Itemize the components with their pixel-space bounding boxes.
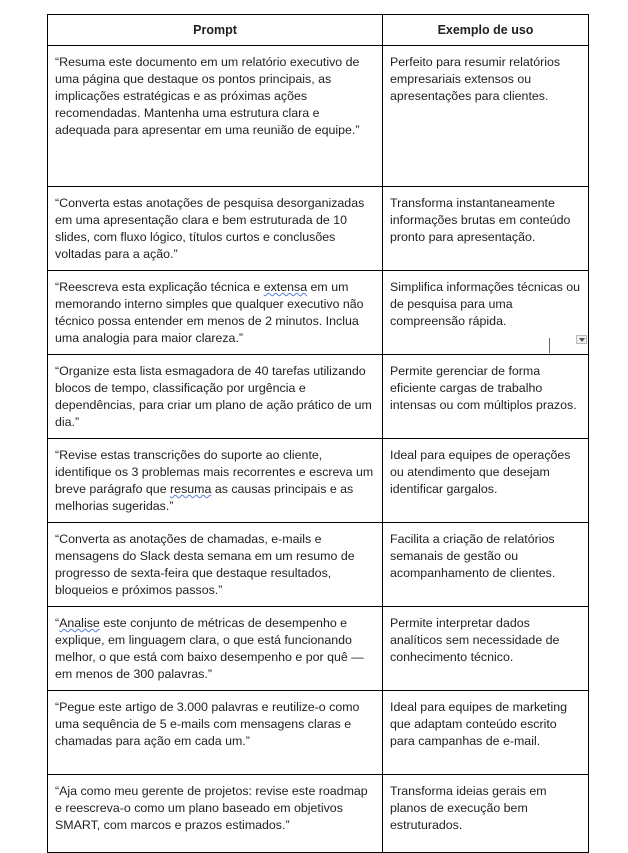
prompt-cell[interactable]: “Converta estas anotações de pesquisa desorganizadas em uma apresentação clara e bem estruturada de 10 slides, com fluxo lógico, títulos curtos e conclusões voltadas para a ação.” <box>48 187 383 271</box>
table-row <box>48 439 589 523</box>
table-row <box>48 775 589 853</box>
prompt-text: este conjunto de métricas de desempenho e explique, em linguagem clara, o que está funcionando melhor, o que está com baixo desempenho e por quê — em menos de 300 palavras.” <box>55 616 364 681</box>
table-row <box>48 355 589 439</box>
prompt-cell[interactable]: “Converta as anotações de chamadas, e-mails e mensagens do Slack desta semana em um resumo de progresso de sexta-feira que destaque resultados, bloqueios e próximos passos.” <box>48 523 383 607</box>
table-row <box>48 523 589 607</box>
prompt-text: as causas principais e as melhorias sugeridas.” <box>55 482 354 513</box>
use-cell[interactable]: Facilita a criação de relatórios semanais de gestão ou acompanhamento de clientes. <box>383 523 589 607</box>
table-row <box>48 691 589 775</box>
prompt-table <box>47 14 589 853</box>
use-cell[interactable]: Ideal para equipes de operações ou atendimento que desejam identificar gargalos. <box>383 439 589 523</box>
prompt-cell[interactable]: “Organize esta lista esmagadora de 40 tarefas utilizando blocos de tempo, classificação por urgência e dependências, para criar um plano de ação prático de um dia.” <box>48 355 383 439</box>
table-row <box>48 187 589 271</box>
prompt-cell[interactable] <box>48 607 383 691</box>
spellcheck-word[interactable]: resuma <box>170 482 212 496</box>
prompt-text: em um memorando interno simples que qualquer executivo não técnico possa entender em menos de 2 minutos. Inclua uma analogia para maior clareza.” <box>55 280 364 345</box>
table-row <box>48 46 589 187</box>
table-header-row <box>48 15 589 46</box>
cell-menu-dropdown-icon[interactable] <box>576 335 587 344</box>
header-prompt: Prompt <box>48 15 383 46</box>
use-cell[interactable]: Transforma instantaneamente informações brutas em conteúdo pronto para apresentação. <box>383 187 589 271</box>
prompt-text: “Revise estas transcrições do suporte ao cliente, identifique os 3 problemas mais recorrentes e escreva um breve parágrafo que <box>55 448 374 496</box>
table-row <box>48 607 589 691</box>
prompt-text: “ <box>55 616 60 630</box>
prompt-cell[interactable] <box>48 439 383 523</box>
table-row <box>48 271 589 355</box>
prompt-cell[interactable]: “Resuma este documento em um relatório executivo de uma página que destaque os pontos principais, as implicações estratégicas e as próximas ações recomendadas. Mantenha uma estrutura clara e adequada para apresentar em uma reunião de equipe.” <box>48 46 383 187</box>
use-cell[interactable]: Simplifica informações técnicas ou de pesquisa para uma compreensão rápida. <box>383 271 589 355</box>
prompt-cell[interactable]: “Aja como meu gerente de projetos: revise este roadmap e reescreva-o como um plano baseado em objetivos SMART, com marcos e prazos estimados.” <box>48 775 383 853</box>
prompt-cell[interactable] <box>48 271 383 355</box>
use-cell[interactable]: Ideal para equipes de marketing que adaptam conteúdo escrito para campanhas de e-mail. <box>383 691 589 775</box>
header-use-example: Exemplo de uso <box>383 15 589 46</box>
use-cell[interactable]: Permite interpretar dados analíticos sem necessidade de conhecimento técnico. <box>383 607 589 691</box>
use-cell[interactable]: Perfeito para resumir relatórios empresariais extensos ou apresentações para clientes. <box>383 46 589 187</box>
use-cell[interactable]: Transforma ideias gerais em planos de execução bem estruturados. <box>383 775 589 853</box>
use-cell[interactable]: Permite gerenciar de forma eficiente cargas de trabalho intensas ou com múltiplos prazos. <box>383 355 589 439</box>
spellcheck-word[interactable]: extensa <box>263 280 308 294</box>
spellcheck-word[interactable]: Analise <box>59 616 100 630</box>
text-cursor <box>549 338 550 353</box>
prompt-text: “Reescreva esta explicação técnica e <box>55 280 264 294</box>
prompt-cell[interactable]: “Pegue este artigo de 3.000 palavras e reutilize-o como uma sequência de 5 e-mails com mensagens claras e chamadas para ação em cada um.” <box>48 691 383 775</box>
